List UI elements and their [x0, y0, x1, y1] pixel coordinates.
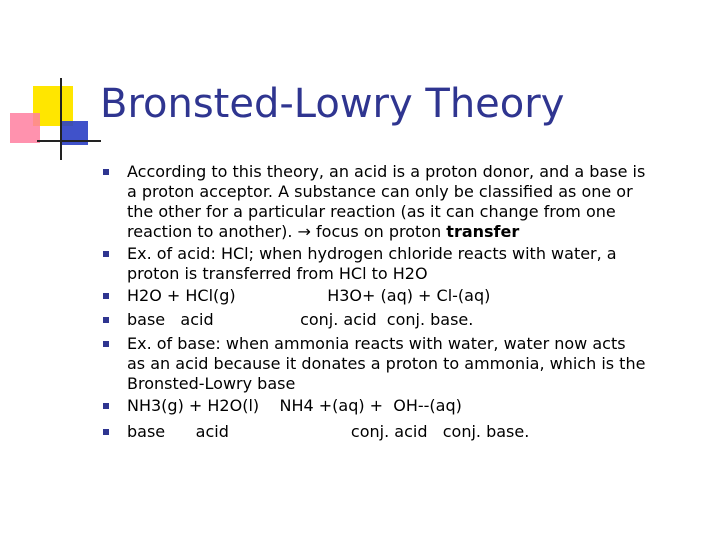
bullet-text-line: proton is transferred from HCl to H2O: [127, 264, 428, 283]
emphasis-word: transfer: [446, 222, 520, 241]
pink-square-decoration: [10, 113, 40, 143]
equation-line: H2O + HCl(g) H3O+ (aq) + Cl-(aq): [127, 286, 491, 305]
square-bullet-icon: [103, 293, 109, 299]
bullet-text-line: Ex. of base: when ammonia reacts with water, water now acts: [127, 334, 626, 353]
square-bullet-icon: [103, 403, 109, 409]
square-bullet-icon: [103, 341, 109, 347]
square-bullet-icon: [103, 429, 109, 435]
vertical-rule-decoration: [60, 78, 62, 160]
square-bullet-icon: [103, 317, 109, 323]
equation-line: NH3(g) + H2O(l) NH4 +(aq) + OH--(aq): [127, 396, 462, 415]
slide-logo-decoration: [0, 0, 110, 170]
bullet-text-line: as an acid because it donates a proton to ammonia, which is the: [127, 354, 646, 373]
square-bullet-icon: [103, 169, 109, 175]
role-labels-line: base acid conj. acid conj. base.: [127, 310, 474, 329]
bullet-text-line: a proton acceptor. A substance can only be classified as one or: [127, 182, 633, 201]
horizontal-rule-decoration: [37, 140, 101, 142]
slide-title: Bronsted-Lowry Theory: [100, 81, 565, 127]
square-bullet-icon: [103, 251, 109, 257]
role-labels-line: base acid conj. acid conj. base.: [127, 422, 530, 441]
bullet-text-line: Ex. of acid: HCl; when hydrogen chloride reacts with water, a: [127, 244, 617, 263]
bullet-text-line: the other for a particular reaction (as it can change from one: [127, 202, 616, 221]
bullet-text-line: Bronsted-Lowry base: [127, 374, 296, 393]
bullet-text-segment: reaction to another). → focus on proton: [127, 222, 447, 241]
bullet-text-line: [127, 222, 519, 242]
bullet-text-line: According to this theory, an acid is a proton donor, and a base is: [127, 162, 646, 181]
